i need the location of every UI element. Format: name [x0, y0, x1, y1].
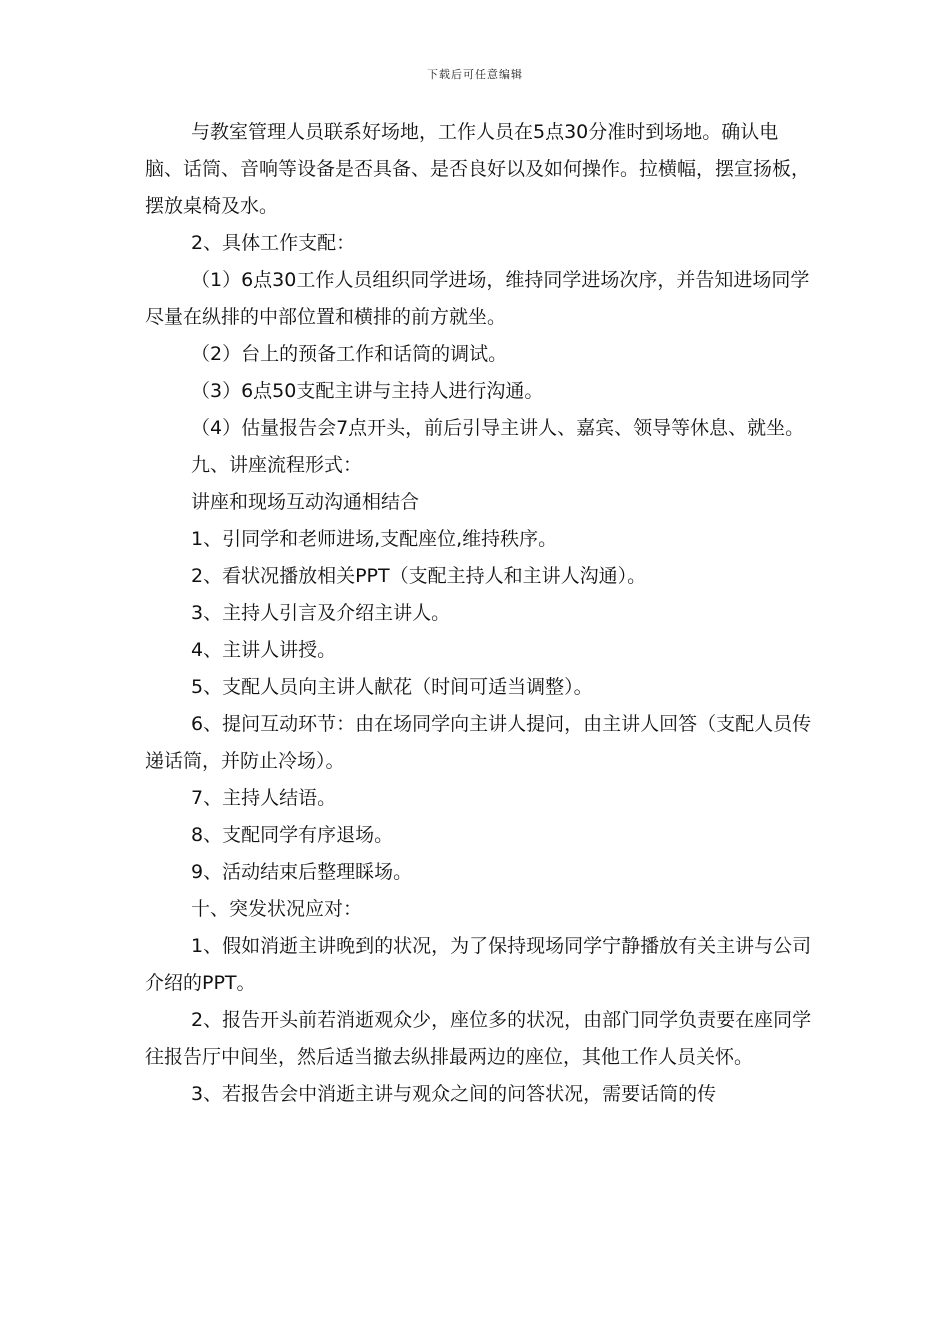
list-item: 5、支配人员向主讲人献花（时间可适当调整）。 [191, 676, 593, 698]
paragraph: （1）6点30工作人员组织同学进场，维持同学进场次序，并告知进场同学尽量在纵排的中部位置和横排的前方就坐。 [145, 269, 810, 328]
list-item: 1、引同学和老师进场,支配座位,维持秩序。 [191, 528, 558, 550]
list-item: 3、主持人引言及介绍主讲人。 [191, 602, 451, 624]
paragraph: 与教室管理人员联系好场地，工作人员在5点30分准时到场地。确认电脑、话筒、音响等设备是否具备、是否良好以及如何操作。拉横幅，摆宣扬板，摆放桌椅及水。 [145, 121, 811, 217]
list-item: 8、支配同学有序退场。 [191, 824, 394, 846]
list-item: 4、主讲人讲授。 [191, 639, 337, 661]
list-item: 1、假如消逝主讲晚到的状况，为了保持现场同学宁静播放有关主讲与公司介绍的PPT。 [145, 935, 812, 994]
section-heading: 九、讲座流程形式： [191, 454, 363, 476]
document-body [145, 114, 815, 1113]
section-heading: 十、突发状况应对： [191, 898, 363, 920]
paragraph: （3）6点50支配主讲与主持人进行沟通。 [191, 380, 544, 402]
page-header: 下载后可任意编辑 [427, 68, 523, 81]
list-item: 3、若报告会中消逝主讲与观众之间的问答状况，需要话筒的传 [191, 1083, 717, 1105]
list-item: 6、提问互动环节：由在场同学向主讲人提问，由主讲人回答（支配人员传递话筒，并防止冷场）。 [145, 713, 812, 772]
paragraph: 讲座和现场互动沟通相结合 [191, 491, 420, 513]
paragraph: 2、具体工作支配： [191, 232, 356, 254]
paragraph: （2）台上的预备工作和话筒的调试。 [191, 343, 508, 365]
list-item: 7、主持人结语。 [191, 787, 337, 809]
paragraph: （4）估量报告会7点开头，前后引导主讲人、嘉宾、领导等休息、就坐。 [191, 417, 805, 439]
list-item: 9、活动结束后整理睬场。 [191, 861, 413, 883]
list-item: 2、看状况播放相关PPT（支配主持人和主讲人沟通）。 [191, 565, 647, 587]
list-item: 2、报告开头前若消逝观众少，座位多的状况，由部门同学负责要在座同学往报告厅中间坐，然后适当撤去纵排最两边的座位，其他工作人员关怀。 [145, 1009, 812, 1068]
